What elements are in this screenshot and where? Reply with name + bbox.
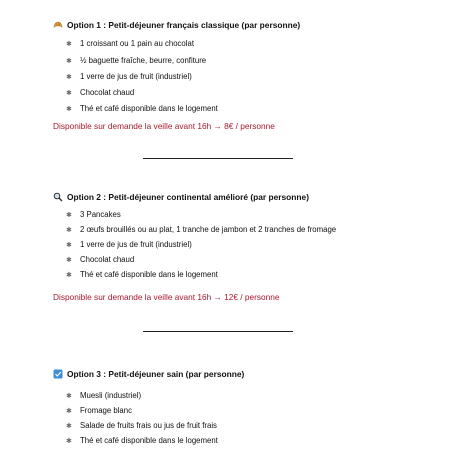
option-1-title: Option 1 : Petit-déjeuner français classique (par personne) — [67, 20, 301, 30]
bullet-icon: ✱ — [66, 241, 72, 249]
option-3-title: Option 3 : Petit-déjeuner sain (par personne) — [67, 369, 245, 379]
bullet-icon: ✱ — [66, 437, 72, 445]
bullet-icon: ✱ — [66, 73, 72, 81]
option-2-title: Option 2 : Petit-déjeuner continental amélioré (par personne) — [67, 192, 309, 202]
croissant-icon — [53, 20, 63, 30]
option-3-heading — [53, 369, 244, 379]
list-item: ✱ ½ baguette fraîche, beurre, confiture — [66, 56, 207, 65]
list-item: ✱ Fromage blanc — [66, 406, 133, 415]
bullet-icon: ✱ — [66, 89, 72, 97]
section-divider — [143, 331, 293, 332]
bullet-icon: ✱ — [66, 422, 72, 430]
list-item: ✱ 1 verre de jus de fruit (industriel) — [66, 72, 192, 81]
list-item: ✱ 2 œufs brouillés ou au plat, 1 tranche de jambon et 2 tranches de fromage — [66, 225, 337, 234]
bullet-icon: ✱ — [66, 407, 72, 415]
bullet-icon: ✱ — [66, 271, 72, 279]
list-item: ✱ Thé et café disponible dans le logement — [66, 104, 218, 113]
bullet-icon: ✱ — [66, 256, 72, 264]
option-1-heading — [53, 20, 300, 30]
list-item: ✱ Muesli (industriel) — [66, 391, 142, 400]
bullet-icon: ✱ — [66, 105, 72, 113]
list-item: ✱ Thé et café disponible dans le logement — [66, 436, 218, 445]
bullet-icon: ✱ — [66, 392, 72, 400]
bullet-icon: ✱ — [66, 40, 72, 48]
checkbox-icon — [53, 369, 63, 379]
option-2-heading — [53, 192, 309, 202]
option-1-availability-note: Disponible sur demande la veille avant 16h → 8€ / personne — [53, 121, 275, 131]
list-item: ✱ 1 verre de jus de fruit (industriel) — [66, 240, 192, 249]
list-item: ✱ Chocolat chaud — [66, 255, 135, 264]
bullet-icon: ✱ — [66, 57, 72, 65]
bullet-icon: ✱ — [66, 211, 72, 219]
list-item: ✱ Chocolat chaud — [66, 88, 135, 97]
list-item: ✱ 3 Pancakes — [66, 210, 121, 219]
option-2-availability-note: Disponible sur demande la veille avant 16h → 12€ / personne — [53, 292, 280, 302]
bullet-icon: ✱ — [66, 226, 72, 234]
magnifier-icon — [53, 192, 63, 202]
section-divider — [143, 158, 293, 159]
list-item: ✱ Salade de fruits frais ou jus de fruit frais — [66, 421, 217, 430]
list-item: ✱ 1 croissant ou 1 pain au chocolat — [66, 39, 194, 48]
list-item: ✱ Thé et café disponible dans le logement — [66, 270, 218, 279]
